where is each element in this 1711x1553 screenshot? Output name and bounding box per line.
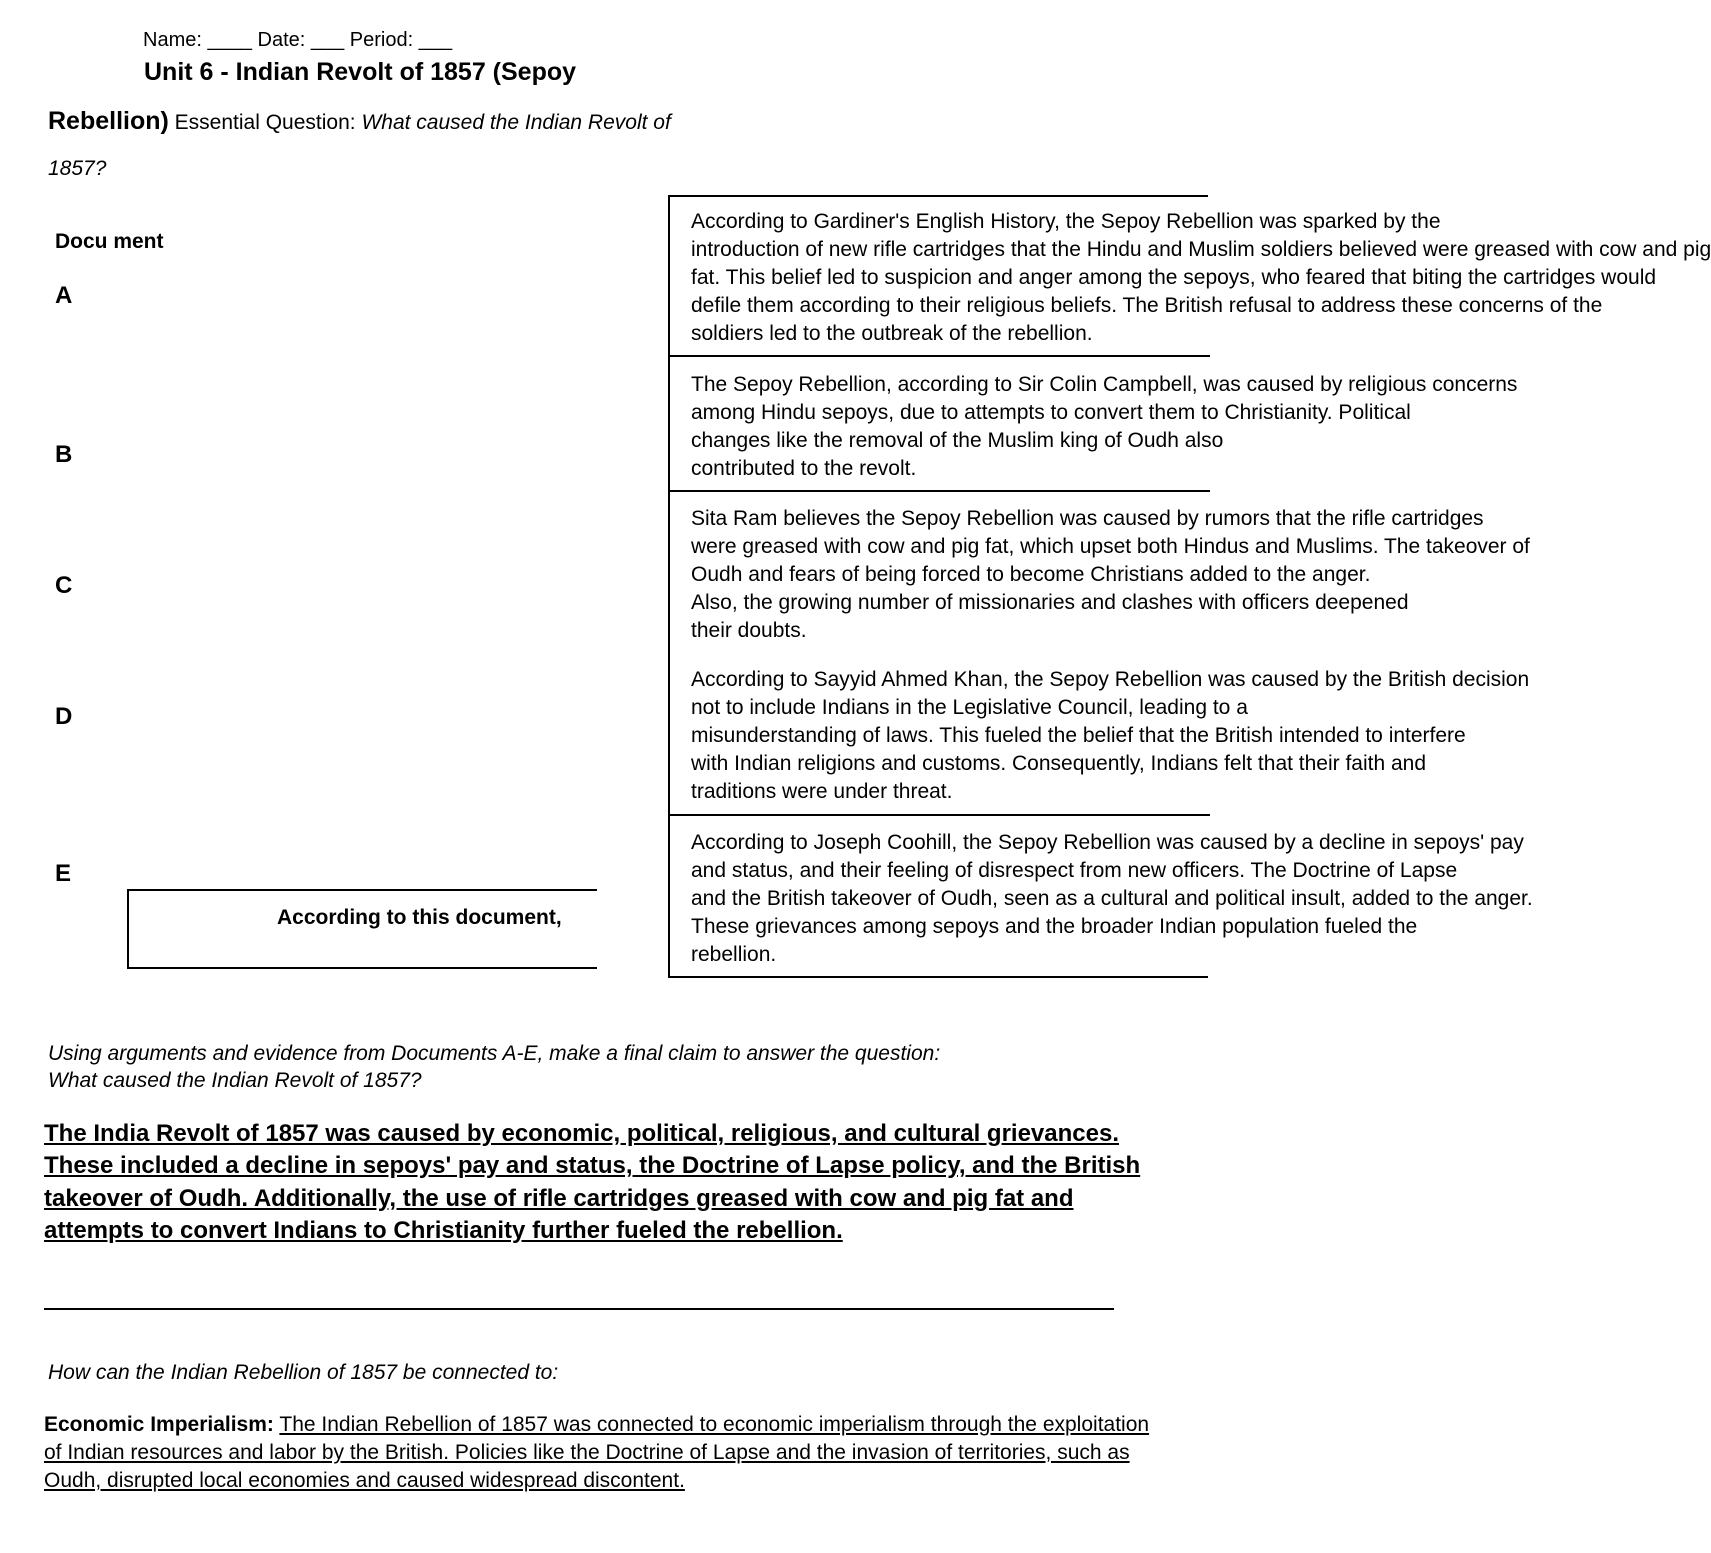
document-letter-c: C (55, 572, 73, 599)
summary-cell-b (670, 357, 1518, 492)
summary-line: and the British takeover of Oudh, seen as a cultural and political insult, added to the anger. (691, 887, 1533, 910)
document-letter-d: D (55, 703, 73, 730)
connection-question: How can the Indian Rebellion of 1857 be connected to: (48, 1361, 559, 1384)
summary-line: contributed to the revolt. (691, 457, 917, 480)
name-date-period-line: Name: ____ Date: ___ Period: ___ (143, 29, 453, 51)
summary-line: soldiers led to the outbreak of the rebellion. (691, 322, 1093, 345)
summary-cell-a (670, 197, 1711, 357)
unit-title: Unit 6 - Indian Revolt of 1857 (Sepoy (144, 58, 577, 86)
summary-line: misunderstanding of laws. This fueled the belief that the British intended to interfere (691, 724, 1466, 747)
economic-imperialism-answer (44, 1411, 1154, 1495)
summary-line: According to Sayyid Ahmed Khan, the Sepoy Rebellion was caused by the British decision (691, 668, 1530, 691)
document-letter-b: B (55, 441, 73, 468)
summary-line: their doubts. (691, 619, 807, 642)
summary-line: Oudh and fears of being forced to become Christians added to the anger. (691, 563, 1371, 586)
summary-line: fat. This belief led to suspicion and anger among the sepoys, who feared that biting the cartridges would (691, 266, 1657, 289)
summary-line: rebellion. (691, 943, 777, 966)
summary-cell-c (670, 492, 1530, 652)
title-continuation (48, 107, 671, 136)
essential-question-year: 1857? (48, 157, 107, 180)
answer-divider (44, 1308, 1114, 1310)
summary-line: Also, the growing number of missionaries and clashes with officers deepened (691, 591, 1409, 614)
document-letter-a: A (55, 282, 73, 309)
summary-line: were greased with cow and pig fat, which upset both Hindus and Muslims. The takeover of (691, 535, 1530, 558)
summary-line: The Sepoy Rebellion, according to Sir Colin Campbell, was caused by religious concerns (691, 373, 1518, 396)
document-heading: Docu ment (55, 230, 164, 253)
document-letter-e: E (55, 860, 72, 887)
final-claim-answer: The India Revolt of 1857 was caused by economic, political, religious, and cultural grievances. These included a decline in sepoys' pay and status, the Doctrine of Lapse policy, and the British takeover of Oudh. Additionally, the use of rifle cartridges greased with cow and pig fat and attempts to convert Indians to Christianity further fueled the rebellion. (44, 1120, 1141, 1245)
final-claim-prompt-line: Using arguments and evidence from Documents A-E, make a final claim to answer the question: (48, 1042, 941, 1065)
summary-cell-d (670, 652, 1530, 816)
summary-line: introduction of new rifle cartridges that the Hindu and Muslim soldiers believed were greased with cow and pig (691, 238, 1711, 261)
summary-line: These grievances among sepoys and the broader Indian population fueled the (691, 915, 1418, 938)
summary-line: changes like the removal of the Muslim king of Oudh also (691, 429, 1224, 452)
claim-box (127, 889, 597, 969)
essential-question-label: Essential Question: (168, 111, 362, 134)
economic-imperialism-text: The Indian Rebellion of 1857 was connected to economic imperialism through the exploitation of Indian resources and labor by the British. Policies like the Doctrine of Lapse and the invasion of territories, such as Oudh, disrupted local economies and caused widespread discontent. (44, 1413, 1150, 1492)
summary-line: not to include Indians in the Legislative Council, leading to a (691, 696, 1248, 719)
summary-line: among Hindu sepoys, due to attempts to convert them to Christianity. Political (691, 401, 1411, 424)
summary-line: According to Gardiner's English History, the Sepoy Rebellion was sparked by the (691, 210, 1441, 233)
summary-line: Sita Ram believes the Sepoy Rebellion was caused by rumors that the rifle cartridges (691, 507, 1484, 530)
summary-line: with Indian religions and customs. Consequently, Indians felt that their faith and (691, 752, 1427, 775)
final-claim-question: What caused the Indian Revolt of 1857? (48, 1069, 422, 1092)
summary-line: defile them according to their religious beliefs. The British refusal to address these concerns of the (691, 294, 1603, 317)
claim-prompt: According to this document, (277, 906, 562, 929)
final-claim-prompt (48, 1040, 940, 1094)
economic-imperialism-label: Economic Imperialism: (44, 1413, 274, 1436)
title-rebellion: Rebellion) (48, 107, 169, 135)
summary-cell-e (670, 816, 1533, 978)
summary-line: traditions were under threat. (691, 780, 953, 803)
essential-question-text: What caused the Indian Revolt of (361, 111, 671, 134)
summary-line: and status, and their feeling of disrespect from new officers. The Doctrine of Lapse (691, 859, 1458, 882)
summary-table (668, 195, 1711, 978)
summary-line: According to Joseph Coohill, the Sepoy Rebellion was caused by a decline in sepoys' pay (691, 831, 1524, 854)
